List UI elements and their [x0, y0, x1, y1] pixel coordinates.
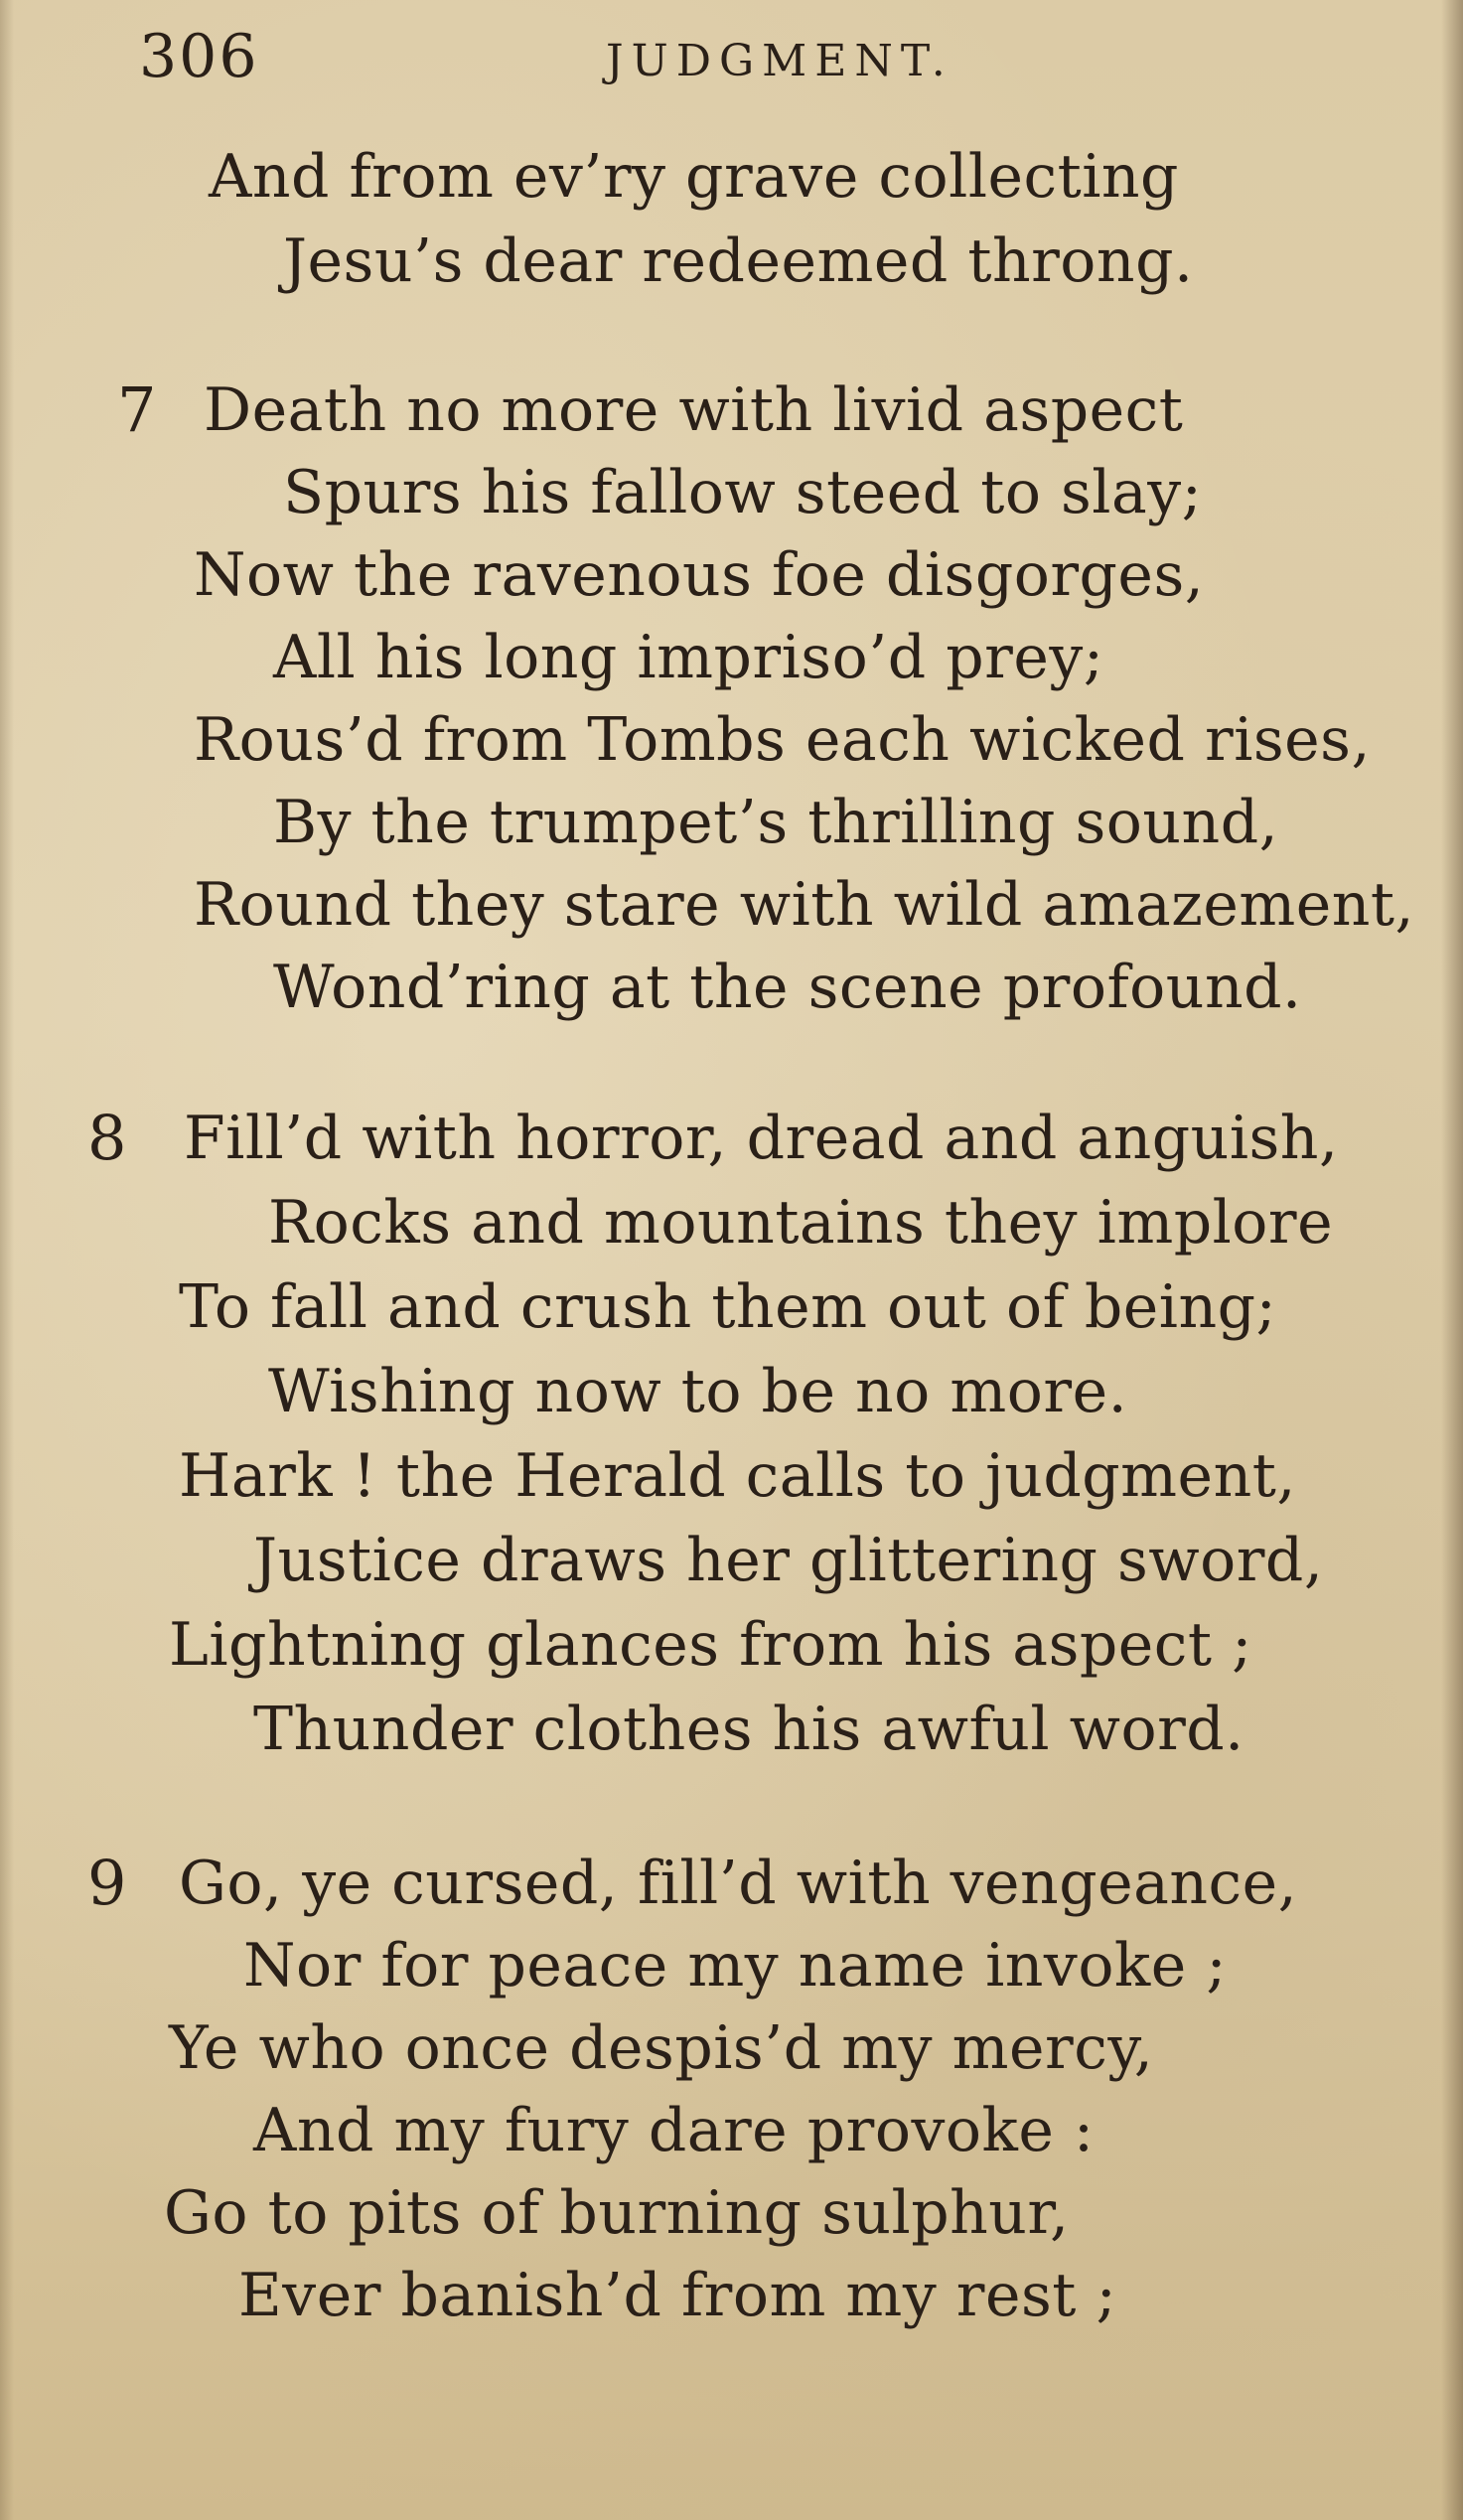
verse-line: Wond’ring at the scene profound.: [273, 953, 1302, 1022]
page-edge-shadow: [1441, 0, 1463, 2520]
verse-line: To fall and crush them out of being;: [179, 1272, 1277, 1342]
verse-line: And from ev’ry grave collecting: [209, 142, 1179, 212]
verse-line: All his long impriso’d prey;: [273, 623, 1104, 692]
verse-line: Ye who once despis’d my mercy,: [169, 2013, 1154, 2083]
running-head: JUDGMENT.: [606, 36, 953, 86]
verse-line: Nor for peace my name invoke ;: [243, 1931, 1228, 2001]
verse-line: And my fury dare provoke :: [253, 2096, 1095, 2165]
verse-line: Now the ravenous foe disgorges,: [194, 540, 1205, 610]
verse-line: Wishing now to be no more.: [268, 1357, 1128, 1426]
verse-line: Lightning glances from his aspect ;: [169, 1610, 1252, 1680]
verse-line: Go, ye cursed, fill’d with vengeance,: [179, 1849, 1298, 1918]
verse-line: Rocks and mountains they implore: [268, 1188, 1334, 1258]
verse-line: Thunder clothes his awful word.: [253, 1695, 1244, 1764]
verse-line: By the trumpet’s thrilling sound,: [273, 788, 1279, 857]
verse-line: Ever banish’d from my rest ;: [238, 2261, 1117, 2330]
verse-line: Justice draws her glittering sword,: [253, 1526, 1324, 1595]
verse-line: Death no more with livid aspect: [204, 375, 1184, 445]
page-gutter-shadow: [0, 0, 14, 2520]
stanza-number: 7: [117, 373, 157, 446]
page-header: [0, 22, 1463, 91]
verse-line: Fill’d with horror, dread and anguish,: [184, 1104, 1339, 1173]
verse-line: Jesu’s dear redeemed throng.: [283, 226, 1194, 296]
page-number: 306: [139, 22, 259, 91]
stanza-number: 8: [87, 1102, 127, 1174]
verse-line: Round they stare with wild amazement,: [194, 870, 1415, 940]
verse-line: Spurs his fallow steed to slay;: [283, 458, 1203, 527]
verse-line: Go to pits of burning sulphur,: [164, 2178, 1070, 2248]
stanza-number: 9: [87, 1847, 127, 1919]
verse-line: Hark ! the Herald calls to judgment,: [179, 1441, 1296, 1511]
verse-line: Rous’d from Tombs each wicked rises,: [194, 705, 1372, 775]
